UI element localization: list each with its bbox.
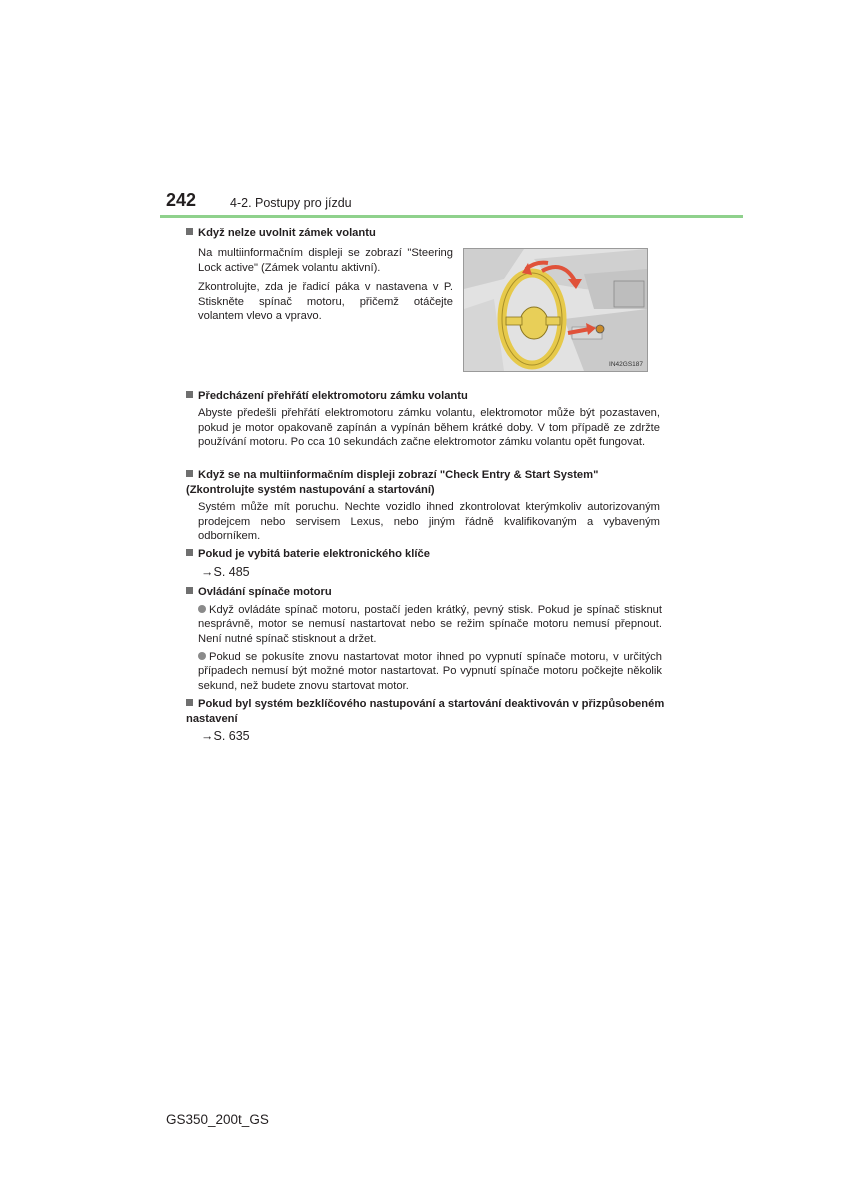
heading-keyless xyxy=(186,697,666,727)
list-item xyxy=(198,650,662,693)
heading-text: Když se na multiinformačním displeji zobrazí "Check Entry & Start System" (Zkontrolujte systém nastupování a startování) xyxy=(186,469,599,496)
square-bullet-icon xyxy=(186,587,193,594)
steering-wheel-illustration xyxy=(463,248,648,372)
heading-overheat xyxy=(186,389,666,404)
round-bullet-icon xyxy=(198,605,206,613)
heading-text: Ovládání spínače motoru xyxy=(198,586,332,598)
steering-lock-para-1: Na multiinformačním displeji se zobrazí "Steering Lock active" (Zámek volantu aktivní). xyxy=(198,247,453,274)
square-bullet-icon xyxy=(186,228,193,235)
section-title: 4-2. Postupy pro jízdu xyxy=(230,196,352,210)
heading-engine-switch xyxy=(186,585,666,600)
page-number: 242 xyxy=(166,190,197,210)
keyless-page-ref[interactable]: →S. 635 xyxy=(201,729,250,743)
square-bullet-icon xyxy=(186,549,193,556)
overheat-para: Abyste předešli přehřátí elektromotoru zámku volantu, elektromotor může být pozastaven, pokud je motor opakovaně zapínán a vypínán během krátké doby. V tom případě ze zdržte používání motoru. Po cca 10 sekundách začne elektromotor zámku volantu opět fungovat. xyxy=(198,407,660,449)
illustration-code: IN42GS187 xyxy=(609,361,643,368)
round-bullet-icon xyxy=(198,652,206,660)
footer-model: GS350_200t_GS xyxy=(166,1112,269,1127)
steering-wheel-icon xyxy=(464,249,647,371)
heading-text: Pokud je vybitá baterie elektronického klíče xyxy=(198,548,430,560)
heading-text: Když nelze uvolnit zámek volantu xyxy=(198,227,376,239)
list-item xyxy=(198,603,662,646)
battery-page-ref[interactable]: →S. 485 xyxy=(201,565,250,579)
square-bullet-icon xyxy=(186,470,193,477)
steering-lock-para-2: Zkontrolujte, zda je řadicí páka v nastavena v P. Stiskněte spínač motoru, přičemž otáčejte volantem vlevo a vpravo. xyxy=(198,281,453,323)
heading-battery xyxy=(186,547,666,562)
list-item-text: Pokud se pokusíte znovu nastartovat motor ihned po vypnutí spínače motoru, v určitých případech nemusí být možné motor nastartovat. Po vypnutí spínače motoru počkejte několik sekund, než budete znovu startovat motor. xyxy=(198,651,662,692)
list-item-text: Když ovládáte spínač motoru, postačí jeden krátký, pevný stisk. Pokud je spínač stisknut nesprávně, motor se nemusí nastartovat nebo se režim spínače motoru nemusí přepnout. Není nutné spínač stisknout a držet. xyxy=(198,604,662,645)
square-bullet-icon xyxy=(186,699,193,706)
check-entry-para: Systém může mít poruchu. Nechte vozidlo ihned zkontrolovat kterýmkoliv autorizovaným prodejcem nebo servisem Lexus, nebo jiným řádně kvalifikovaným a vybaveným odborníkem. xyxy=(198,501,660,543)
square-bullet-icon xyxy=(186,391,193,398)
header-rule xyxy=(160,215,743,218)
heading-text: Pokud byl systém bezklíčového nastupování a startování deaktivován v přizpůsobeném nastavení xyxy=(186,698,665,725)
heading-steering-lock xyxy=(186,226,666,241)
heading-check-entry xyxy=(186,468,666,498)
heading-text: Předcházení přehřátí elektromotoru zámku volantu xyxy=(198,390,468,402)
